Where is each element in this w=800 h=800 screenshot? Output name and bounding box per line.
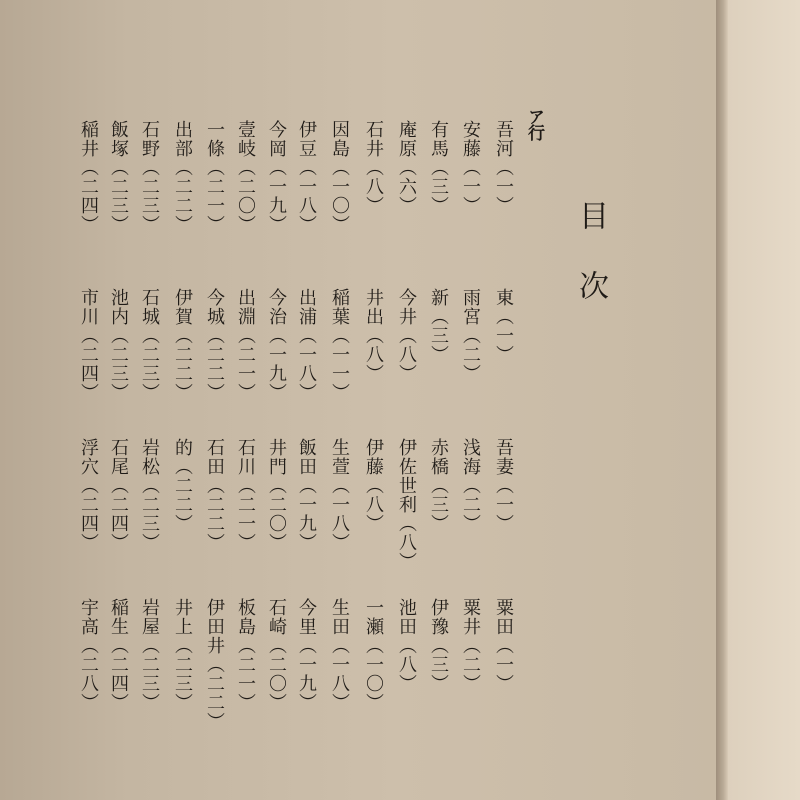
toc-entry: 石川（二一） bbox=[235, 438, 256, 552]
toc-entry: 雨宮（二） bbox=[460, 288, 481, 383]
toc-column bbox=[423, 0, 453, 693]
toc-entry: 今里（一九） bbox=[296, 598, 317, 712]
toc-entry: 安藤（一） bbox=[460, 120, 481, 215]
toc-entry: 伊豫（三） bbox=[428, 598, 449, 693]
toc-entry: 岩屋（二三） bbox=[139, 598, 160, 712]
toc-entry: 伊田井（二二） bbox=[204, 598, 225, 731]
toc-entry: 庵原（六） bbox=[396, 120, 417, 215]
section-label: ア行 bbox=[524, 108, 544, 140]
toc-entry: 的（二二） bbox=[172, 438, 193, 533]
book-gutter bbox=[716, 0, 728, 800]
toc-entry: 今治（一九） bbox=[266, 288, 287, 402]
toc-entry: 石田（二二） bbox=[204, 438, 225, 552]
toc-column bbox=[391, 0, 421, 693]
toc-entry: 粟井（二） bbox=[460, 598, 481, 693]
toc-column bbox=[134, 0, 164, 712]
page-title: 目次 bbox=[573, 200, 608, 340]
toc-entry: 石尾（二四） bbox=[108, 438, 129, 552]
toc-entry: 板島（二一） bbox=[235, 598, 256, 712]
toc-entry: 飯塚（二三） bbox=[108, 120, 129, 234]
toc-column bbox=[324, 0, 354, 712]
toc-column bbox=[455, 0, 485, 693]
toc-entry: 宇高（二八） bbox=[78, 598, 99, 712]
toc-entry: 石城（二三） bbox=[139, 288, 160, 402]
toc-entry: 一條（二一） bbox=[204, 120, 225, 234]
toc-entry: 石崎（二〇） bbox=[266, 598, 287, 712]
toc-entry: 新（三） bbox=[428, 288, 449, 364]
toc-column bbox=[261, 0, 291, 712]
toc-entry: 今岡（一九） bbox=[266, 120, 287, 234]
toc-entry: 吾妻（一） bbox=[493, 438, 514, 533]
toc-entry: 赤橋（三） bbox=[428, 438, 449, 533]
toc-entry: 伊豆（一八） bbox=[296, 120, 317, 234]
toc-column bbox=[199, 0, 229, 731]
toc-entry: 壹岐（二〇） bbox=[235, 120, 256, 234]
toc-column bbox=[103, 0, 133, 712]
toc-entry: 粟田（一） bbox=[493, 598, 514, 693]
toc-entry: 有馬（三） bbox=[428, 120, 449, 215]
toc-column bbox=[358, 0, 388, 712]
toc-entry: 伊藤（八） bbox=[363, 438, 384, 533]
toc-entry: 稲井（二四） bbox=[78, 120, 99, 234]
toc-entry: 岩松（二三） bbox=[139, 438, 160, 552]
toc-entry: 井出（八） bbox=[363, 288, 384, 383]
toc-column bbox=[291, 0, 321, 712]
toc-column bbox=[488, 0, 518, 693]
toc-entry: 石野（二三） bbox=[139, 120, 160, 234]
toc-entry: 池田（八） bbox=[396, 598, 417, 693]
toc-entry: 生萱（一八） bbox=[329, 438, 350, 552]
facing-page bbox=[728, 0, 800, 800]
toc-entry: 出部（二二） bbox=[172, 120, 193, 234]
toc-entry: 飯田（一九） bbox=[296, 438, 317, 552]
toc-entry: 伊佐世利（八） bbox=[396, 438, 417, 571]
toc-entry: 伊賀（二二） bbox=[172, 288, 193, 402]
toc-entry: 井門（二〇） bbox=[266, 438, 287, 552]
toc-entry: 池内（二三） bbox=[108, 288, 129, 402]
toc-entry: 今井（八） bbox=[396, 288, 417, 383]
toc-entry: 今城（二二） bbox=[204, 288, 225, 402]
toc-entry: 吾河（一） bbox=[493, 120, 514, 215]
toc-entry: 因島（一〇） bbox=[329, 120, 350, 234]
toc-column bbox=[230, 0, 260, 712]
toc-entry: 稲葉（一一） bbox=[329, 288, 350, 402]
toc-entry: 出淵（二一） bbox=[235, 288, 256, 402]
toc-entry: 井上（二三） bbox=[172, 598, 193, 712]
toc-entry: 生田（一八） bbox=[329, 598, 350, 712]
toc-column bbox=[73, 0, 103, 712]
toc-entry: 一瀬（一〇） bbox=[363, 598, 384, 712]
toc-entry: 市川（二四） bbox=[78, 288, 99, 402]
toc-entry: 石井（八） bbox=[363, 120, 384, 215]
toc-entry: 浅海（二） bbox=[460, 438, 481, 533]
toc-entry: 浮穴（二四） bbox=[78, 438, 99, 552]
toc-column bbox=[167, 0, 197, 712]
toc-entry: 東（一） bbox=[493, 288, 514, 364]
toc-entry: 出浦（一八） bbox=[296, 288, 317, 402]
toc-entry: 稲生（二四） bbox=[108, 598, 129, 712]
